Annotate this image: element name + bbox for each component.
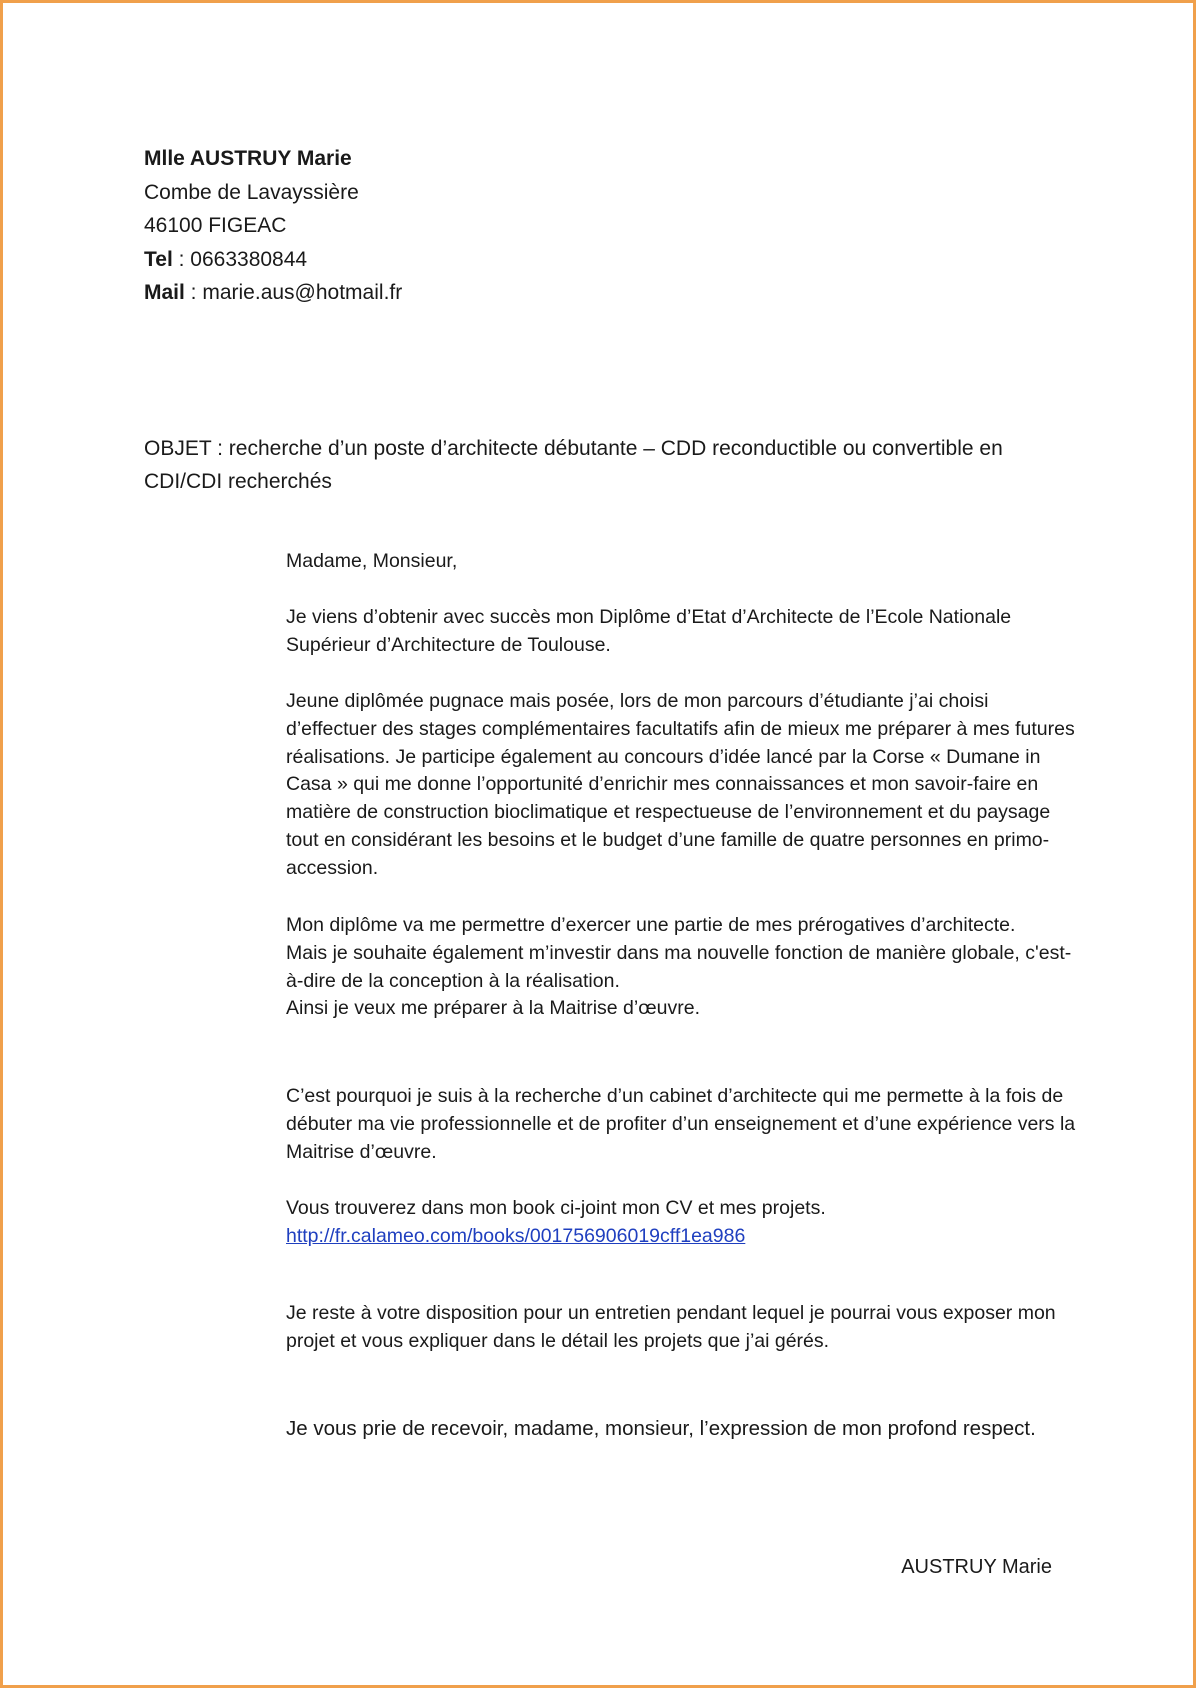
paragraph-closing-text: Je vous prie de recevoir, madame, monsieur, l’expression de mon profond respect. <box>286 1417 1036 1440</box>
paragraph-goals <box>286 912 1076 1023</box>
subject-line: OBJET : recherche d’un poste d’architecte débutante – CDD reconductible ou convertible en CDI/CDI recherchés <box>144 437 1003 493</box>
sender-block <box>144 142 402 310</box>
greeting-text: Madame, Monsieur, <box>286 550 458 572</box>
paragraph-profile <box>286 688 1076 883</box>
paragraph-goals-line3: Ainsi je veux me préparer à la Maitrise d’œuvre. <box>286 997 700 1020</box>
paragraph-search-text: C’est pourquoi je suis à la recherche d’un cabinet d’architecte qui me permette à la fois de débuter ma vie professionnelle et de profiter d’un enseignement et d’une expérience vers la Maitrise d’œuvre. <box>286 1085 1076 1163</box>
signature: AUSTRUY Marie <box>901 1556 1052 1578</box>
sender-name: Mlle AUSTRUY Marie <box>144 147 352 170</box>
paragraph-diploma <box>286 604 1076 660</box>
paragraph-profile-text: Jeune diplômée pugnace mais posée, lors de mon parcours d’étudiante j’ai choisi d’effectuer des stages complémentaires facultatifs afin de mieux me préparer à mes futures réalisations. Je participe également au concours d’idée lancé par la Corse « Dumane in Casa » qui me donne l’opportunité d’enrichir mes connaissances et mon savoir-faire en matière de construction bioclimatique et respectueuse de l’environnement et du paysage tout en considérant les besoins et le budget d’une famille de quatre personnes en primo-accession. <box>286 690 1075 879</box>
paragraph-goals-line1: Mon diplôme va me permettre d’exercer une partie de mes prérogatives d’architecte. <box>286 914 1016 936</box>
tel-value: : 0663380844 <box>172 247 308 271</box>
paragraph-portfolio-text: Vous trouverez dans mon book ci-joint mon CV et mes projets. <box>286 1197 826 1219</box>
paragraph-closing <box>286 1412 1076 1445</box>
sender-mail <box>144 276 402 310</box>
portfolio-link[interactable]: http://fr.calameo.com/books/001756906019cff1ea986 <box>286 1224 746 1247</box>
sender-address-line1: Combe de Lavayssière <box>144 180 359 204</box>
paragraph-portfolio <box>286 1195 1076 1251</box>
mail-value: : marie.aus@hotmail.fr <box>184 281 403 304</box>
tel-label: Tel <box>144 247 173 271</box>
sender-tel <box>144 243 402 277</box>
paragraph-availability <box>286 1300 1076 1356</box>
paragraph-search <box>286 1083 1076 1166</box>
paragraph-diploma-text: Je viens d’obtenir avec succès mon Diplôme d’Etat d’Architecte de l’Ecole Nationale Supérieur d’Architecture de Toulouse. <box>286 606 1012 656</box>
sender-address-line2: 46100 FIGEAC <box>144 214 287 237</box>
paragraph-availability-text: Je reste à votre disposition pour un entretien pendant lequel je pourrai vous exposer mon projet et vous expliquer dans le détail les projets que j’ai gérés. <box>286 1302 1056 1352</box>
paragraph-goals-line2: Mais je souhaite également m’investir dans ma nouvelle fonction de manière globale, c'est-à-dire de la conception à la réalisation. <box>286 941 1072 992</box>
mail-label: Mail <box>144 281 185 304</box>
greeting <box>286 548 1076 576</box>
